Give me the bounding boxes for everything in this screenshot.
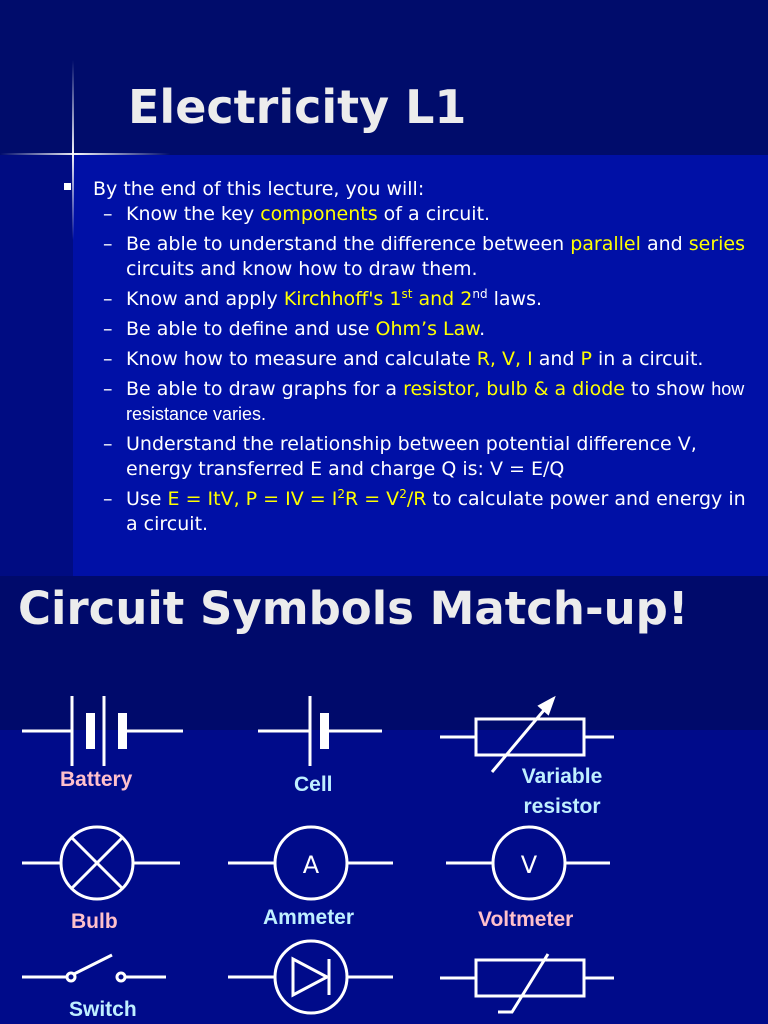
label-bulb: Bulb bbox=[71, 910, 118, 933]
thermistor-symbol-icon bbox=[440, 954, 614, 1012]
circuit-symbols bbox=[0, 576, 768, 1024]
battery-symbol-icon bbox=[22, 696, 183, 766]
list-item: – Know and apply Kirchhoff's 1st and 2nd laws. bbox=[103, 287, 543, 310]
label-cell: Cell bbox=[294, 773, 333, 796]
label-battery: Battery bbox=[60, 768, 133, 791]
label-switch: Switch bbox=[69, 998, 137, 1021]
intro-bullet bbox=[58, 177, 758, 202]
slide-1-title: Electricity L1 bbox=[128, 80, 467, 134]
label-variable-resistor: Variable resistor bbox=[521, 765, 603, 818]
cell-symbol-icon bbox=[258, 696, 382, 766]
slide-2 bbox=[0, 576, 768, 1024]
list-item: – Use E = ItV, P = IV = $I^2R = V^2/R$ to calculate power and energy in a circuit. bbox=[103, 487, 746, 535]
sparkle-line-horizontal bbox=[0, 153, 170, 155]
list-item: – Know the key components of a circuit. bbox=[103, 203, 491, 225]
list-item: – Understand the relationship between potential difference V, energy transferred E and charge Q is: V = E/Q bbox=[103, 433, 697, 480]
slide-1-content bbox=[58, 177, 758, 542]
square-bullet-icon bbox=[58, 177, 93, 202]
objectives-list bbox=[58, 202, 758, 537]
label-ammeter: Ammeter bbox=[263, 906, 355, 929]
list-item: – Be able to draw graphs for a resistor, bulb & a diode to show how resistance varies. bbox=[103, 378, 745, 424]
label-voltmeter: Voltmeter bbox=[478, 908, 574, 931]
switch-symbol-icon bbox=[22, 955, 166, 981]
intro-text: By the end of this lecture, you will: bbox=[93, 178, 425, 200]
diode-symbol-icon bbox=[228, 941, 393, 1013]
slide-2-title: Circuit Symbols Match-up! bbox=[18, 582, 689, 635]
list-item: – Be able to define and use Ohm’s Law. bbox=[103, 318, 486, 340]
list-item: – Be able to understand the difference between parallel and series circuits and know how to draw them. bbox=[103, 233, 746, 280]
bulb-symbol-icon bbox=[22, 827, 180, 899]
voltmeter-letter: V bbox=[520, 851, 538, 879]
ammeter-letter: A bbox=[302, 851, 320, 879]
list-item: – Know how to measure and calculate R, V, I and P in a circuit. bbox=[103, 348, 704, 370]
